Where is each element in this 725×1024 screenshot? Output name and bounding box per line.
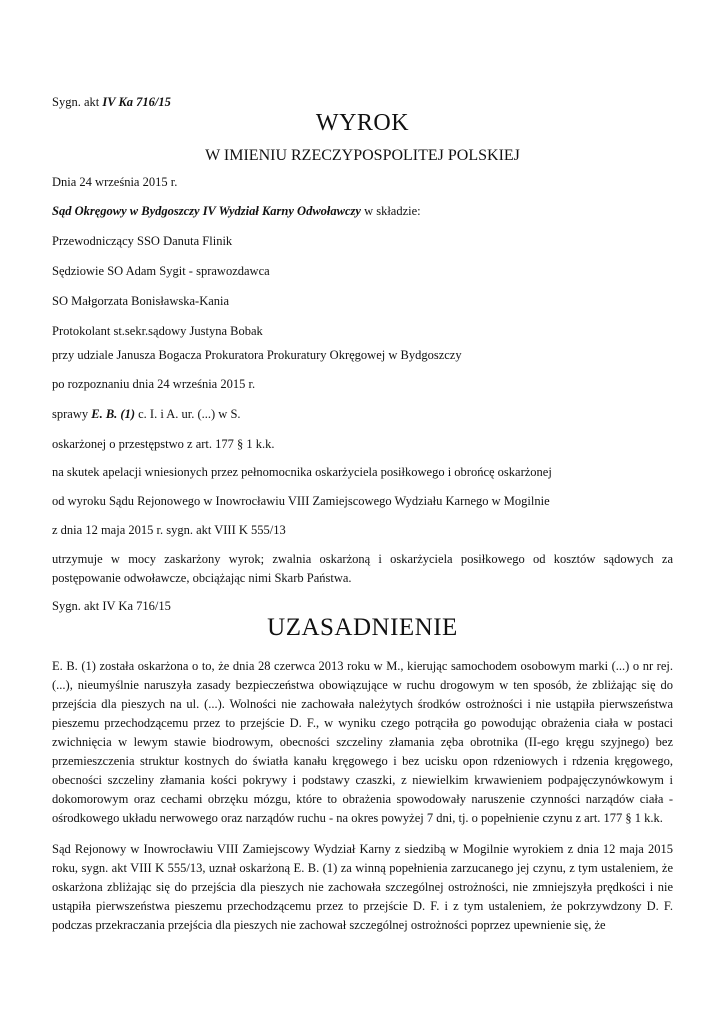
judgment-date: Dnia 24 września 2015 r. (52, 175, 178, 189)
appeal-line: na skutek apelacji wniesionych przez pełnomocnika oskarżyciela posiłkowego i obrońcę oskarżonej (52, 465, 552, 479)
court-suffix: w składzie: (360, 204, 421, 218)
judgment-title: WYROK (315, 110, 410, 136)
case-signature (52, 94, 171, 110)
justification-paragraph-1: E. B. (1) została oskarżona o to, że dnia 28 czerwca 2013 roku w M., kierując samochodem osobowym marki (...) o nr rej. (...), nieumyślnie naruszyła zasady bezpieczeństwa obowiązujące w ruchu drogowym w ten sposób, że zbliżając się do przejścia dla pieszych na ul. (...). Wolności nie zachowała należytych środków ostrożności i nie ustąpiła pierwszeństwa pieszemu przechodzącemu przez to przejście D. F., w wyniku czego potrąciła go powodując obrażenia ciała w postaci zwichnięcia w lewym stawie biodrowym, obecności szczeliny złamania zęba obrotnika (II-ego kręgu szyjnego) bez przemieszczenia struktur kostnych do światła kanału kręgowego i bez ucisku opon rdzeniowych i rdzenia kręgowego, obecności szczeliny złamania kości pokrywy i podstawy czaszki, z niewielkim krwawieniem podpajęczynówkowym i dokomorowym oraz cechami obrzęku mózgu, które to obrażenia spowodowały naruszenie czynności narządów ciała - ośrodkowego układu nerwowego oraz narządów ruchu - na okres powyżej 7 dni, tj. o popełnienie czynu z art. 177 § 1 k.k. (52, 659, 673, 825)
hearing-date: po rozpoznaniu dnia 24 września 2015 r. (52, 377, 256, 391)
case-suffix: c. I. i A. ur. (...) w S. (134, 407, 241, 421)
defendant-name: E. B. (1) (91, 407, 135, 421)
justification-title: UZASADNIENIE (267, 614, 458, 641)
case-signature-2: Sygn. akt IV Ka 716/15 (52, 599, 171, 613)
judges-line: Sędziowie SO Adam Sygit - sprawozdawca (52, 264, 270, 278)
ruling-paragraph: utrzymuje w mocy zaskarżony wyrok; zwalnia oskarżoną i oskarżyciela posiłkowego od kosztów sądowych za postępowanie odwoławcze, obciążając nimi Skarb Państwa. (52, 552, 673, 585)
court-line (52, 203, 421, 219)
court-name: Sąd Okręgowy w Bydgoszczy IV Wydział Karny Odwoławczy (52, 204, 361, 218)
judgment-subtitle: W IMIENIU RZECZYPOSPOLITEJ POLSKIEJ (205, 147, 520, 164)
justification-paragraph-2: Sąd Rejonowy w Inowrocławiu VIII Zamiejscowy Wydział Karny z siedzibą w Mogilnie wyrokiem z dnia 12 maja 2015 roku, sygn. akt VIII K 555/13, uznał oskarżoną E. B. (1) za winną popełnienia zarzucanego jej czynu, z tym ustaleniem, że oskarżona zbliżając się do przejścia dla pieszych nie zachowała szczególnej ostrożności, nie zmniejszyła prędkości i nie ustąpiła pierwszeństwa pieszemu przechodzącemu przez to przejście D. F. i z tym ustaleniem, że pokrzywdzony D. F. podczas przekraczania przejścia dla pieszych nie zachował szczególnej ostrożności poprzez upewnienie się, że (52, 842, 673, 932)
lower-court-line: od wyroku Sądu Rejonowego w Inowrocławiu VIII Zamiejscowego Wydziału Karnego w Mogilnie (52, 494, 550, 508)
prosecutor-line: przy udziale Janusza Bogacza Prokuratora Prokuratury Okręgowej w Bydgoszczy (52, 348, 462, 362)
lower-court-date: z dnia 12 maja 2015 r. sygn. akt VIII K 555/13 (52, 523, 286, 537)
case-signature-prefix: Sygn. akt (52, 95, 103, 109)
case-signature-value: IV Ka 716/15 (102, 95, 171, 109)
presiding-judge: Przewodniczący SSO Danuta Flinik (52, 234, 233, 248)
charge-line: oskarżonej o przestępstwo z art. 177 § 1 k.k. (52, 437, 275, 451)
case-line (52, 406, 241, 422)
case-prefix: sprawy (52, 407, 92, 421)
judge-second: SO Małgorzata Bonisławska-Kania (52, 294, 230, 308)
court-clerk: Protokolant st.sekr.sądowy Justyna Bobak (52, 324, 263, 338)
